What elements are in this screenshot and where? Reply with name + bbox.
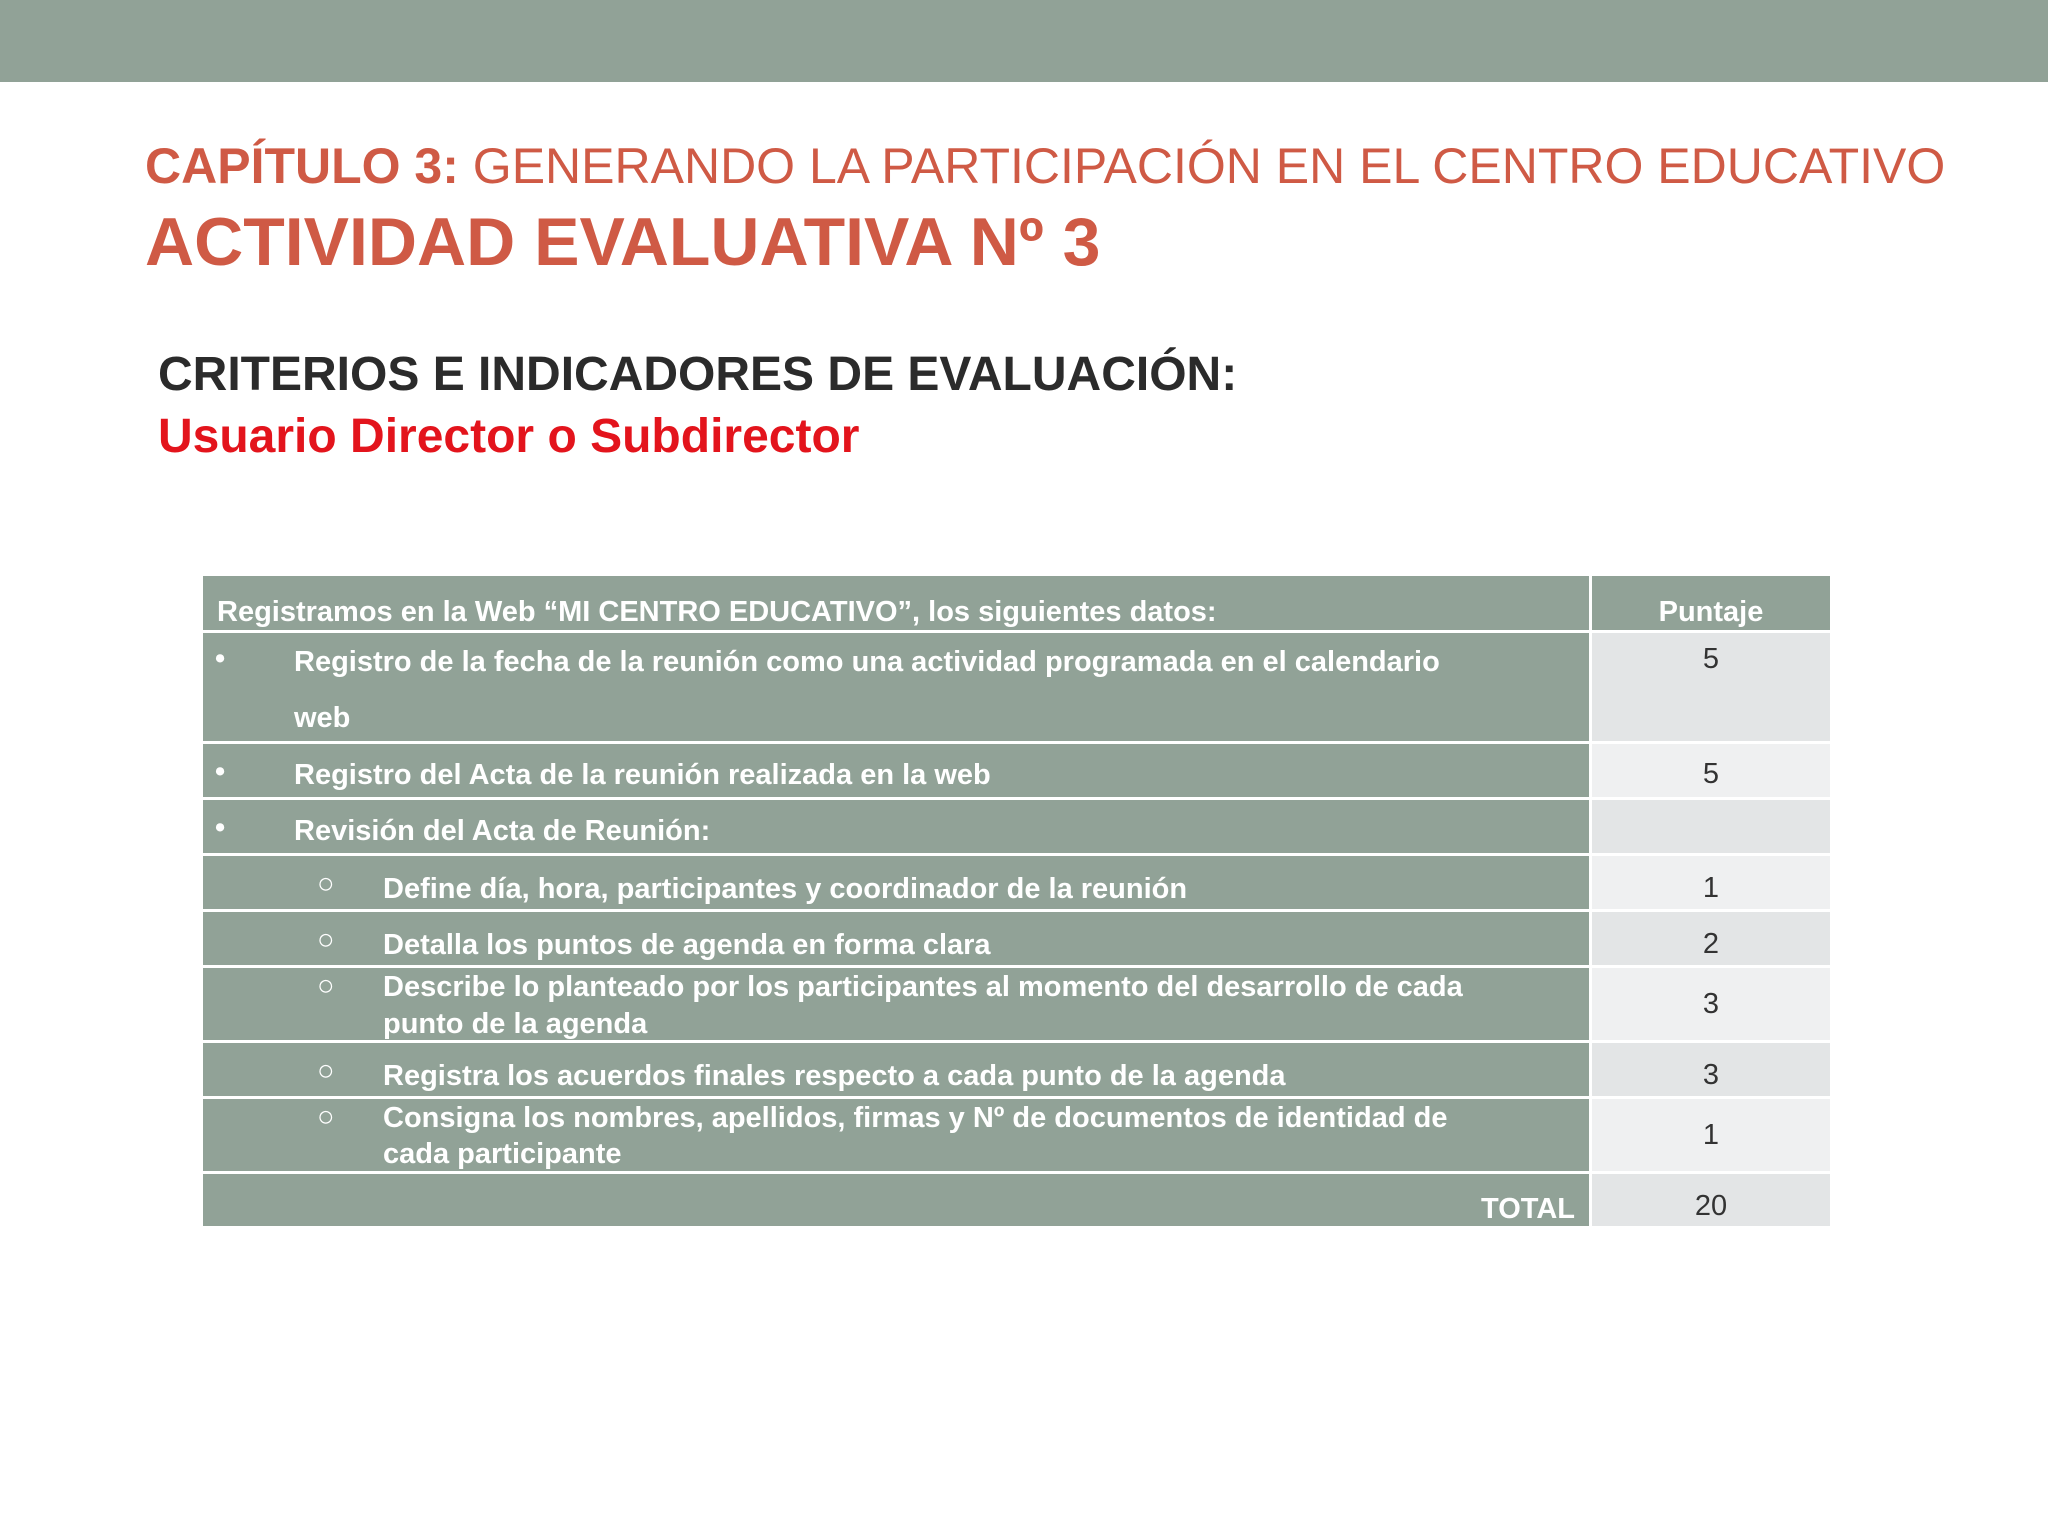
table-row — [203, 965, 1830, 1040]
table-row — [203, 909, 1830, 965]
chapter-title: GENERANDO LA PARTICIPACIÓN EN EL CENTRO EDUCATIVO — [458, 138, 1946, 194]
table-row — [203, 1096, 1830, 1171]
row-text-line2: punto de la agenda — [383, 1008, 648, 1040]
total-score: 20 — [1694, 1190, 1728, 1222]
table-row — [203, 797, 1830, 853]
top-banner — [0, 0, 2048, 82]
row-score: 3 — [1702, 988, 1720, 1020]
row-text: Define día, hora, participantes y coordinador de la reunión — [383, 873, 1188, 905]
header-description — [203, 576, 1589, 630]
row-score: 5 — [1702, 643, 1720, 675]
table-row — [203, 630, 1830, 741]
table-row — [203, 741, 1830, 797]
row-score: 3 — [1702, 1059, 1720, 1091]
total-label: TOTAL — [1481, 1193, 1575, 1225]
row-score: 5 — [1702, 758, 1720, 790]
sub-bullet-icon: ○ — [317, 970, 335, 1002]
chapter-label: CAPÍTULO 3: — [145, 138, 459, 194]
bullet-icon: • — [215, 812, 226, 844]
table-header-row — [203, 576, 1830, 630]
sub-bullet-icon: ○ — [317, 868, 335, 900]
sub-bullet-icon: ○ — [317, 1101, 335, 1133]
bullet-icon: • — [215, 643, 226, 675]
header-description-text: Registramos en la Web “MI CENTRO EDUCATIVO”, los siguientes datos: — [217, 596, 1217, 628]
row-score: 1 — [1702, 872, 1720, 904]
row-text-line1: Describe lo planteado por los participantes al momento del desarrollo de cada — [383, 971, 1463, 1003]
table-row — [203, 1040, 1830, 1096]
chapter-heading — [145, 136, 1945, 196]
header-score-text: Puntaje — [1658, 596, 1764, 628]
user-subtitle: Usuario Director o Subdirector — [158, 410, 860, 463]
row-text: Registro del Acta de la reunión realizada en la web — [294, 759, 991, 791]
table-row — [203, 853, 1830, 909]
header-score — [1592, 576, 1830, 630]
sub-bullet-icon: ○ — [317, 1055, 335, 1087]
row-score: 1 — [1702, 1119, 1720, 1151]
row-score: 2 — [1702, 928, 1720, 960]
row-text: Detalla los puntos de agenda en forma clara — [383, 929, 991, 961]
row-text-line1: Consigna los nombres, apellidos, firmas y Nº de documentos de identidad de — [383, 1102, 1448, 1134]
criteria-title: CRITERIOS E INDICADORES DE EVALUACIÓN: — [158, 348, 1238, 401]
table-total-row — [203, 1171, 1830, 1226]
row-text: Revisión del Acta de Reunión: — [294, 815, 711, 847]
bullet-icon: • — [215, 756, 226, 788]
criteria-table — [203, 576, 1830, 1226]
row-text-line2: web — [294, 702, 351, 734]
row-text: Registra los acuerdos finales respecto a cada punto de la agenda — [383, 1060, 1286, 1092]
row-text-line2: cada participante — [383, 1138, 622, 1170]
row-text-line1: Registro de la fecha de la reunión como una actividad programada en el calendario — [294, 646, 1440, 678]
activity-title: ACTIVIDAD EVALUATIVA Nº 3 — [145, 204, 1101, 280]
sub-bullet-icon: ○ — [317, 924, 335, 956]
